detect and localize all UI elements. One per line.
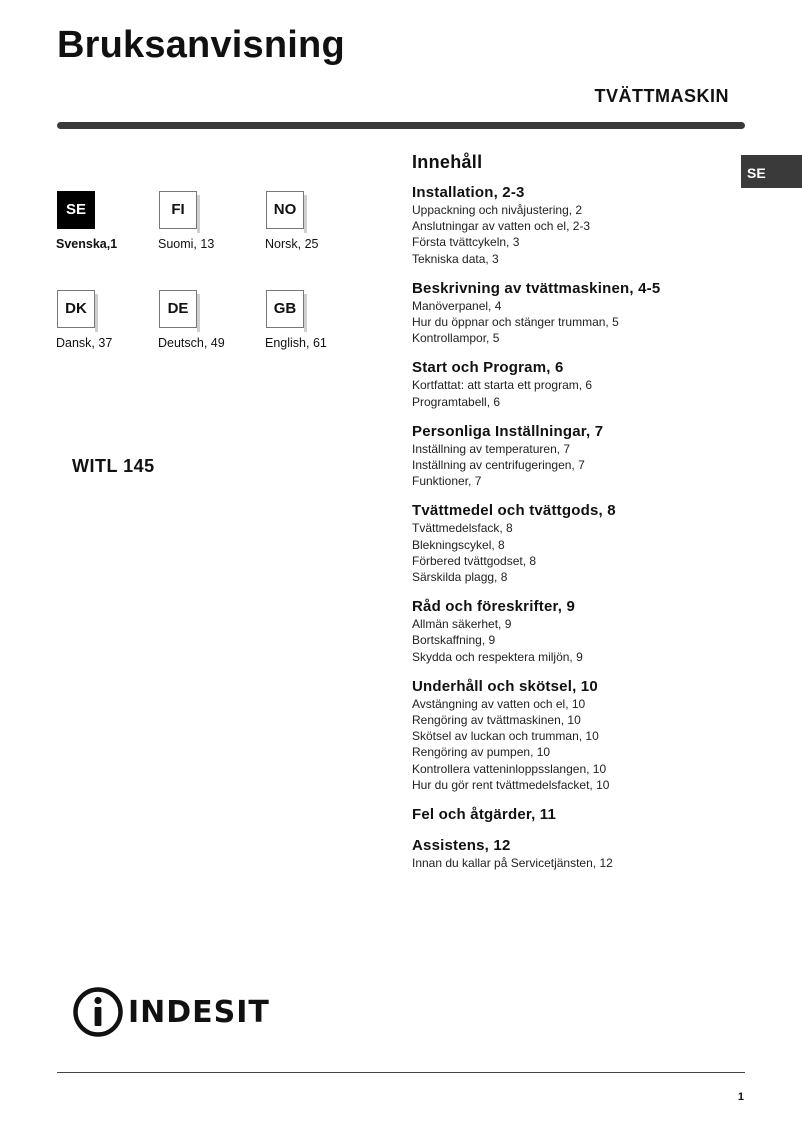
- brand-logo: [72, 986, 270, 1038]
- language-de[interactable]: [158, 290, 258, 350]
- toc-section-title[interactable]: Assistens, 12: [412, 837, 511, 855]
- toc-entry[interactable]: Förbered tvättgodset, 8: [412, 553, 537, 568]
- language-label: Dansk, 37: [56, 336, 113, 350]
- language-label: Norsk, 25: [265, 237, 319, 251]
- toc-section-assistens: [412, 836, 742, 871]
- toc-entry[interactable]: Skydda och respektera miljön, 9: [412, 649, 583, 664]
- language-code-box: NO: [266, 191, 304, 229]
- toc-entry[interactable]: Uppackning och nivåjustering, 2: [412, 203, 583, 217]
- toc-entry[interactable]: Första tvättcykeln, 3: [412, 235, 520, 250]
- bottom-divider: [57, 1072, 745, 1073]
- toc-entry[interactable]: Funktioner, 7: [412, 474, 482, 489]
- toc-section-underhall: [412, 677, 742, 793]
- toc-section-title[interactable]: Start och Program, 6: [412, 359, 564, 377]
- language-label: Svenska,1: [56, 237, 118, 251]
- toc-section-personliga: [412, 422, 742, 490]
- product-type: TVÄTTMASKIN: [594, 86, 729, 106]
- toc-entry[interactable]: Tekniska data, 3: [412, 251, 499, 266]
- toc-heading: Innehåll: [412, 152, 483, 172]
- toc-entry[interactable]: Innan du kallar på Servicetjänsten, 12: [412, 856, 613, 871]
- page-number: 1: [737, 1091, 744, 1103]
- language-dk[interactable]: [56, 290, 156, 350]
- language-code-box: FI: [159, 191, 197, 229]
- language-code-box: DK: [57, 290, 95, 328]
- toc-entry[interactable]: Särskilda plagg, 8: [412, 570, 508, 585]
- toc-section-title[interactable]: Råd och föreskrifter, 9: [412, 598, 575, 616]
- toc-section-rad: [412, 597, 742, 665]
- language-se[interactable]: [56, 191, 156, 251]
- toc-section-title[interactable]: Tvättmedel och tvättgods, 8: [412, 502, 616, 520]
- toc-entry[interactable]: Bortskaffning, 9: [412, 633, 496, 648]
- toc-entry[interactable]: Inställning av temperaturen, 7: [412, 441, 571, 456]
- toc-entry[interactable]: Blekningscykel, 8: [412, 537, 505, 552]
- toc-section-title[interactable]: Fel och åtgärder, 11: [412, 806, 557, 824]
- toc-section-title[interactable]: Installation, 2-3: [412, 184, 525, 201]
- toc-section-installation: [412, 183, 742, 267]
- toc-section-title[interactable]: Personliga Inställningar, 7: [412, 422, 604, 440]
- language-code-box: DE: [159, 290, 197, 328]
- toc-entry[interactable]: Kortfattat: att starta ett program, 6: [412, 378, 593, 393]
- language-code-box: GB: [266, 290, 304, 328]
- toc-section-start: [412, 358, 742, 409]
- toc-entry[interactable]: Skötsel av luckan och trumman, 10: [412, 729, 599, 744]
- language-code-box: SE: [57, 191, 95, 229]
- toc-entry[interactable]: Programtabell, 6: [412, 394, 501, 409]
- toc-entry[interactable]: Manöverpanel, 4: [412, 298, 502, 313]
- toc-entry[interactable]: Rengöring av pumpen, 10: [412, 745, 551, 760]
- toc-entry[interactable]: Inställning av centrifugeringen, 7: [412, 458, 585, 473]
- toc-entry[interactable]: Hur du öppnar och stänger trumman, 5: [412, 315, 619, 330]
- toc-section-tvattmedel: [412, 501, 742, 585]
- language-label: English, 61: [265, 336, 327, 350]
- toc-section-fel: [412, 805, 742, 824]
- language-gb[interactable]: [265, 290, 365, 350]
- language-fi[interactable]: [158, 191, 258, 251]
- top-divider: [57, 122, 745, 129]
- toc-section-title[interactable]: Underhåll och skötsel, 10: [412, 677, 598, 695]
- model-number: WITL 145: [72, 456, 155, 476]
- language-no[interactable]: [265, 191, 365, 251]
- toc-entry[interactable]: Kontrollampor, 5: [412, 331, 500, 346]
- toc-entry[interactable]: Avstängning av vatten och el, 10: [412, 696, 586, 711]
- table-of-contents: [412, 152, 742, 883]
- toc-entry[interactable]: Kontrollera vatteninloppsslangen, 10: [412, 761, 607, 776]
- info-circle-logo-icon: [72, 986, 124, 1038]
- language-label: Suomi, 13: [158, 237, 215, 251]
- language-label: Deutsch, 49: [158, 336, 225, 350]
- toc-entry[interactable]: Hur du gör rent tvättmedelsfacket, 10: [412, 777, 610, 792]
- brand-name: INDESIT: [128, 994, 270, 1030]
- toc-entry[interactable]: Rengöring av tvättmaskinen, 10: [412, 713, 581, 728]
- toc-section-title[interactable]: Beskrivning av tvättmaskinen, 4-5: [412, 279, 661, 297]
- toc-entry[interactable]: Allmän säkerhet, 9: [412, 617, 512, 632]
- toc-section-beskrivning: [412, 279, 742, 347]
- toc-entry[interactable]: Anslutningar av vatten och el, 2-3: [412, 219, 591, 234]
- page-title: Bruksanvisning: [57, 24, 345, 66]
- toc-entry[interactable]: Tvättmedelsfack, 8: [412, 521, 513, 536]
- language-tab: SE: [741, 155, 802, 188]
